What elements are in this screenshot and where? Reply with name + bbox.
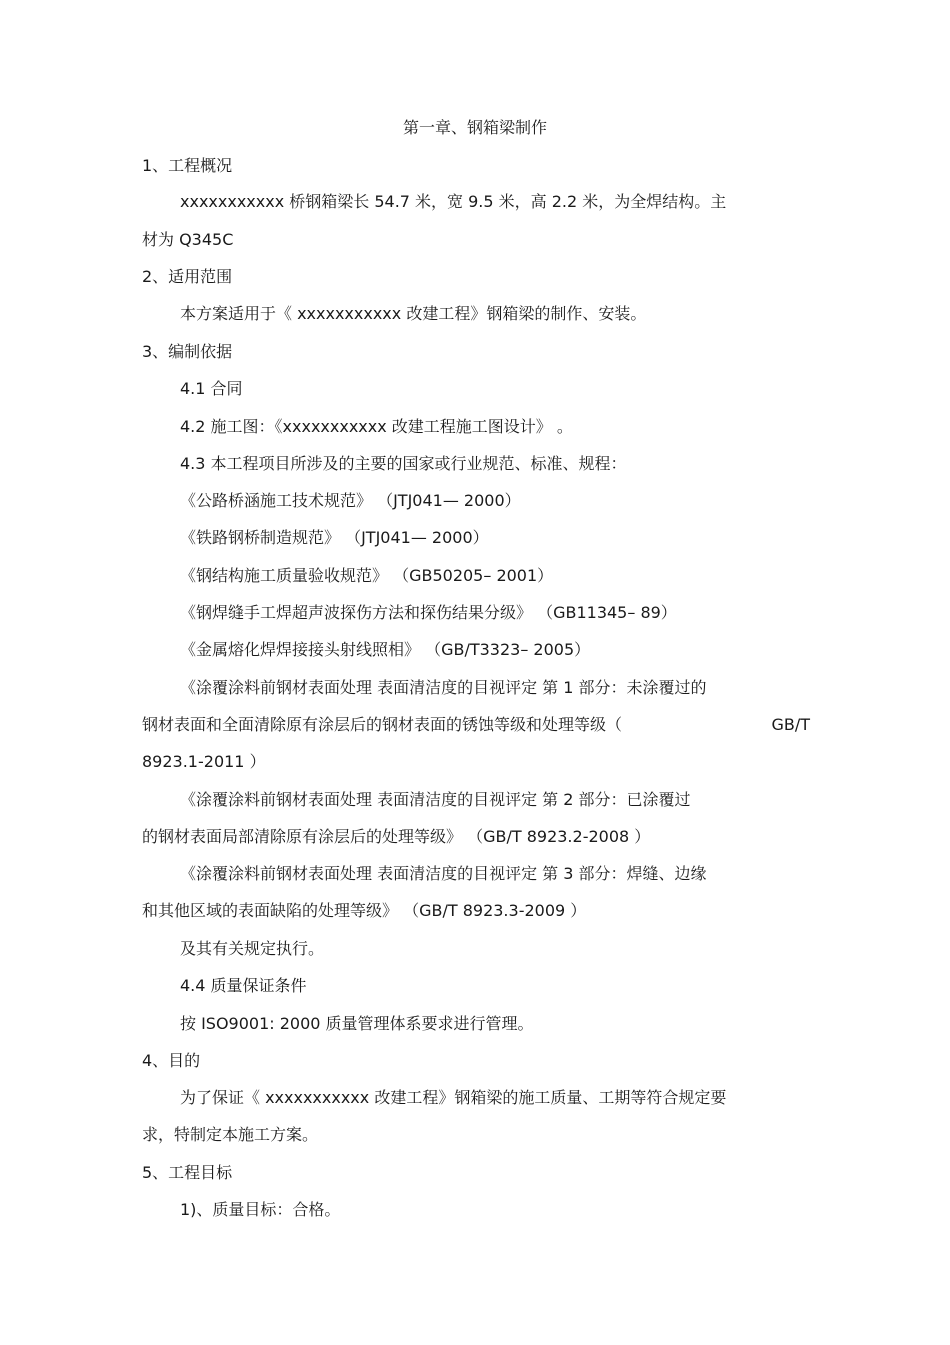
scope-line: 本方案适用于《 xxxxxxxxxxx 改建工程》钢箱梁的制作、安装。 [180, 304, 647, 323]
basis-item-4-2: 4.2 施工图：《xxxxxxxxxxx 改建工程施工图设计》 。 [180, 417, 573, 436]
long-standard-3-line-1: 《涂覆涂料前钢材表面处理 表面清洁度的目视评定 第 3 部分：焊缝、边缘 [180, 864, 707, 883]
section-heading-3: 3、编制依据 [142, 342, 233, 361]
section-heading-5: 5、工程目标 [142, 1163, 233, 1182]
purpose-line-1: 为了保证《 xxxxxxxxxxx 改建工程》钢箱梁的施工质量、工期等符合规定要 [180, 1088, 727, 1107]
basis-tail: 及其有关规定执行。 [180, 939, 325, 958]
long-standard-2-line-2: 的钢材表面局部清除原有涂层后的处理等级》 （GB/T 8923.2-2008 ） [142, 827, 651, 846]
long-standard-1-line-2-code: GB/T [771, 715, 810, 734]
standard-item: 《钢焊缝手工焊超声波探伤方法和探伤结果分级》 （GB11345– 89） [180, 603, 677, 622]
standard-item: 《金属熔化焊焊接接头射线照相》 （GB/T3323– 2005） [180, 640, 591, 659]
quality-text: 按 ISO9001: 2000 质量管理体系要求进行管理。 [180, 1014, 534, 1033]
chapter-title: 第一章、钢箱梁制作 [402, 118, 547, 137]
basis-item-4-1: 4.1 合同 [180, 379, 243, 398]
long-standard-1-line-2-text: 钢材表面和全面清除原有涂层后的钢材表面的锈蚀等级和处理等级（ [142, 715, 623, 734]
long-standard-3-line-2: 和其他区域的表面缺陷的处理等级》 （GB/T 8923.3-2009 ） [142, 901, 587, 920]
basis-item-4-3: 4.3 本工程项目所涉及的主要的国家或行业规范、标准、规程： [180, 454, 627, 473]
standard-item: 《铁路钢桥制造规范》 （JTJ041— 2000） [180, 528, 489, 547]
long-standard-1-line-2 [142, 715, 810, 735]
long-standard-2-line-1: 《涂覆涂料前钢材表面处理 表面清洁度的目视评定 第 2 部分：已涂覆过 [180, 790, 691, 809]
standard-item: 《公路桥涵施工技术规范》 （JTJ041— 2000） [180, 491, 521, 510]
overview-line-1: xxxxxxxxxxx 桥钢箱梁长 54.7 米，宽 9.5 米，高 2.2 米，为全焊结构。主 [180, 192, 727, 211]
long-standard-1-line-3: 8923.1-2011 ） [142, 752, 266, 771]
purpose-line-2: 求，特制定本施工方案。 [142, 1125, 319, 1144]
overview-line-2: 材为 Q345C [142, 230, 234, 249]
section-heading-4: 4、目的 [142, 1051, 201, 1070]
quality-heading: 4.4 质量保证条件 [180, 976, 307, 995]
section-heading-1: 1、工程概况 [142, 156, 233, 175]
long-standard-1-line-1: 《涂覆涂料前钢材表面处理 表面清洁度的目视评定 第 1 部分：未涂覆过的 [180, 678, 707, 697]
section-heading-2: 2、适用范围 [142, 267, 233, 286]
goal-line-1: 1)、质量目标：合格。 [180, 1200, 341, 1219]
standard-item: 《钢结构施工质量验收规范》 （GB50205– 2001） [180, 566, 554, 585]
